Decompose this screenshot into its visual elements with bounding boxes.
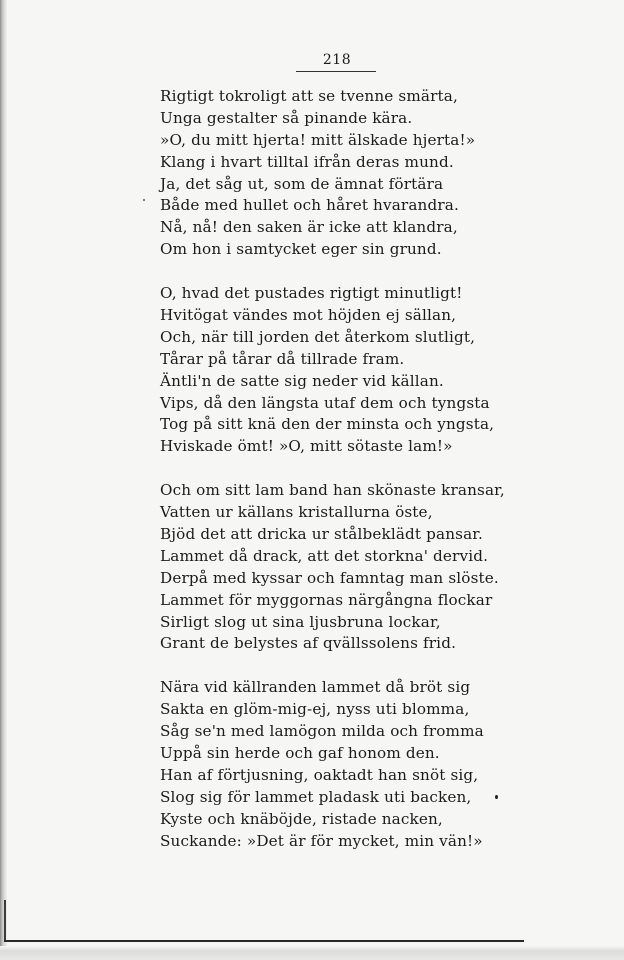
poem-line: Vatten ur källans kristallurna öste, xyxy=(160,503,433,522)
poem-line: Kyste och knäböjde, ristade nacken, xyxy=(160,809,443,828)
ink-speck xyxy=(143,199,145,201)
poem-line: Både med hullet och håret hvarandra. xyxy=(160,196,459,215)
page-number: 218 xyxy=(322,52,352,68)
poem-line: Hviskade ömt! »O, mitt sötaste lam!» xyxy=(160,437,453,456)
poem-line: Bjöd det att dricka ur stålbeklädt pansar. xyxy=(160,525,484,544)
poem-line: Nära vid källranden lammet då bröt sig xyxy=(160,678,471,697)
poem-line: Klang i hvart tilltal ifrån deras mund. xyxy=(160,152,454,171)
stanza-4 xyxy=(160,677,520,852)
poem-line: Ja, det såg ut, som de ämnat förtära xyxy=(160,174,444,193)
poem-line: Och om sitt lam band han skönaste kransar, xyxy=(160,481,505,500)
poem-line: Om hon i samtycket eger sin grund. xyxy=(160,240,442,259)
poem-line: Nå, nå! den saken är icke att klandra, xyxy=(160,218,458,237)
poem-line: Grant de belystes af qvällssolens frid. xyxy=(160,634,457,653)
stanza-3 xyxy=(160,480,520,655)
poem-line: Derpå med kyssar och famntag man slöste. xyxy=(160,568,499,587)
poem-line: »O, du mitt hjerta! mitt älskade hjerta!» xyxy=(160,130,476,149)
poem-line: Lammet för myggornas närgångna flockar xyxy=(160,590,493,609)
poem-line: Suckande: »Det är för mycket, min vän!» xyxy=(160,831,483,850)
ink-speck xyxy=(495,795,498,799)
poem-line: Slog sig för lammet pladask uti backen, xyxy=(160,787,472,806)
poem-line: Och, när till jorden det återkom slutligt, xyxy=(160,327,476,346)
poem-line: Hvitögat vändes mot höjden ej sällan, xyxy=(160,306,457,325)
poem xyxy=(160,86,520,875)
page-binding-edge xyxy=(0,0,7,960)
poem-line: Sirligt slog ut sina ljusbruna lockar, xyxy=(160,612,441,631)
poem-line: Sakta en glöm-mig-ej, nyss uti blomma, xyxy=(160,700,470,719)
poem-line: Uppå sin herde och gaf honom den. xyxy=(160,744,440,763)
poem-line: Tog på sitt knä den der minsta och yngsta, xyxy=(160,415,495,434)
poem-line: Vips, då den längsta utaf dem och tyngsta xyxy=(160,393,490,412)
page-bottom-edge xyxy=(0,946,624,960)
page-corner-mark xyxy=(4,900,6,942)
poem-line: Såg se'n med lamögon milda och fromma xyxy=(160,722,484,741)
header-rule xyxy=(296,71,376,72)
poem-line: Rigtigt tokroligt att se tvenne smärta, xyxy=(160,87,458,105)
poem-line: Tårar på tårar då tillrade fram. xyxy=(160,349,405,368)
poem-line: Äntli'n de satte sig neder vid källan. xyxy=(160,371,444,390)
stanza-1 xyxy=(160,86,520,261)
poem-line: Unga gestalter så pinande kära. xyxy=(160,108,413,127)
poem-line: Lammet då drack, att det storkna' dervid. xyxy=(160,546,489,565)
stanza-2 xyxy=(160,283,520,458)
page-bottom-rule xyxy=(4,940,524,942)
poem-line: Han af förtjusning, oaktadt han snöt sig, xyxy=(160,765,479,784)
poem-line: O, hvad det pustades rigtigt minutligt! xyxy=(160,284,463,303)
